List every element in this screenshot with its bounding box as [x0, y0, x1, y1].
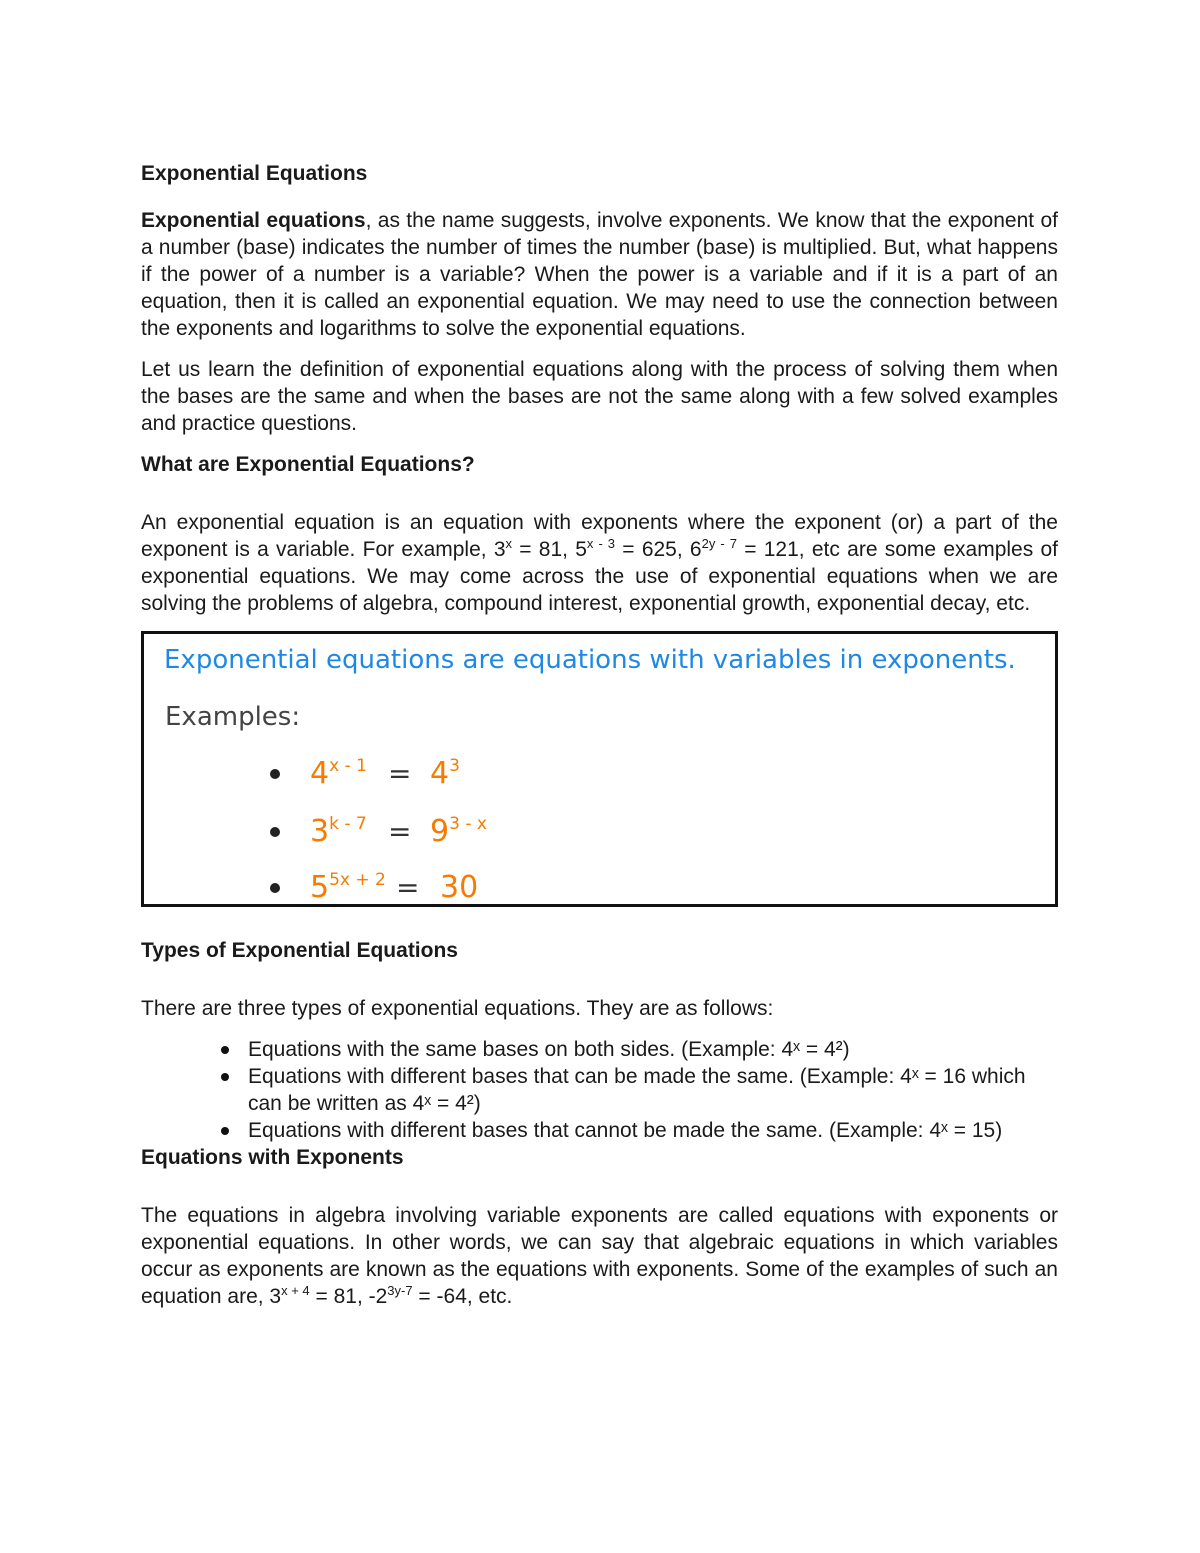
definition-paragraph — [141, 509, 1058, 617]
example-rhs: $4^3$ — [430, 756, 460, 791]
intro-text: , as the name suggests, involve exponents. We know that the exponent of a number (base) indicates the number of times the number (base) is multiplied. But, what happens if the power of a number is a variable? When the power is a variable and if it is a part of an equation, then it is called an exponential equation. We may need to use the connection between the exponents and logarithms to solve the exponential equations. — [141, 209, 1058, 340]
definition-sup-3: 2y - 7 — [701, 536, 737, 551]
example-equals: = — [388, 815, 412, 848]
definition-text-3: = 625, 6 — [615, 538, 702, 561]
bullet-dot-icon — [221, 1073, 229, 1081]
exponents-sup-1: x + 4 — [281, 1283, 310, 1298]
exponents-paragraph — [141, 1202, 1058, 1310]
section-heading-what: What are Exponential Equations? — [141, 453, 475, 476]
list-item: Equations with the same bases on both sides. (Example: 4ˣ = 4²) — [141, 1036, 1058, 1063]
figure-example-row — [270, 814, 670, 854]
definition-text-1: An exponential equation is an equation with exponents where the exponent (or) a part of the exponent is a variable. For example, 3 — [141, 511, 1058, 561]
exponents-sup-2: 3y-7 — [387, 1283, 413, 1298]
definition-sup-1: x — [505, 536, 513, 551]
intro-paragraph-2: Let us learn the definition of exponential equations along with the process of solving them when the bases are the same and when the bases are not the same along with a few solved examples and practice questions. — [141, 358, 1058, 435]
list-item: Equations with different bases that can be made the same. (Example: 4ˣ = 16 which can be written as 4ˣ = 4²) — [141, 1063, 1058, 1117]
section-heading-exponents: Equations with Exponents — [141, 1146, 404, 1169]
bullet-dot-icon — [270, 883, 280, 893]
types-intro: There are three types of exponential equations. They are as follows: — [141, 997, 774, 1020]
figure-examples-label: Examples: — [165, 702, 301, 732]
bullet-dot-icon — [221, 1127, 229, 1135]
example-lhs: $5^{5x + 2}$ — [310, 870, 386, 905]
definition-text-4: = 121, etc are some examples of exponential equations. We may come across the use of exponential equations when we are solving the problems of algebra, compound interest, exponential growth, exponential decay, etc. — [141, 538, 1058, 615]
definition-sup-2: x - 3 — [586, 536, 616, 551]
figure-example-row — [270, 756, 670, 796]
example-lhs: 3$^{k - 7}$ — [310, 814, 367, 849]
figure-heading: Exponential equations are equations with variables in exponents. — [164, 645, 1016, 675]
intro-paragraph — [141, 207, 1058, 342]
example-rhs: 30 — [440, 870, 479, 905]
section-heading-types: Types of Exponential Equations — [141, 939, 458, 962]
definition-text-2: = 81, 5 — [512, 538, 587, 561]
figure-example-row — [270, 870, 670, 910]
examples-figure — [141, 631, 1058, 907]
types-list — [141, 1036, 1058, 1144]
list-item: Equations with different bases that cannot be made the same. (Example: 4ˣ = 15) — [141, 1117, 1058, 1144]
bullet-dot-icon — [270, 827, 280, 837]
bullet-dot-icon — [270, 769, 280, 779]
intro-bold-term: Exponential equations — [141, 209, 366, 232]
bullet-dot-icon — [221, 1046, 229, 1054]
example-equals: = — [388, 757, 412, 790]
exponents-text-2: = 81, -2 — [309, 1285, 388, 1308]
exponents-text-1: The equations in algebra involving variable exponents are called equations with exponents or exponential equations. In other words, we can say that algebraic equations in which variables occur as exponents are known as the equations with exponents. Some of the examples of such an equation are, 3 — [141, 1204, 1058, 1308]
example-equals: = — [396, 871, 420, 904]
example-rhs: 9$^{3 - x}$ — [430, 814, 487, 849]
example-lhs: 4$^{x - 1}$ — [310, 756, 367, 791]
exponents-text-3: = -64, etc. — [412, 1285, 513, 1308]
document-title: Exponential Equations — [141, 162, 368, 185]
document-page — [141, 160, 1058, 1310]
